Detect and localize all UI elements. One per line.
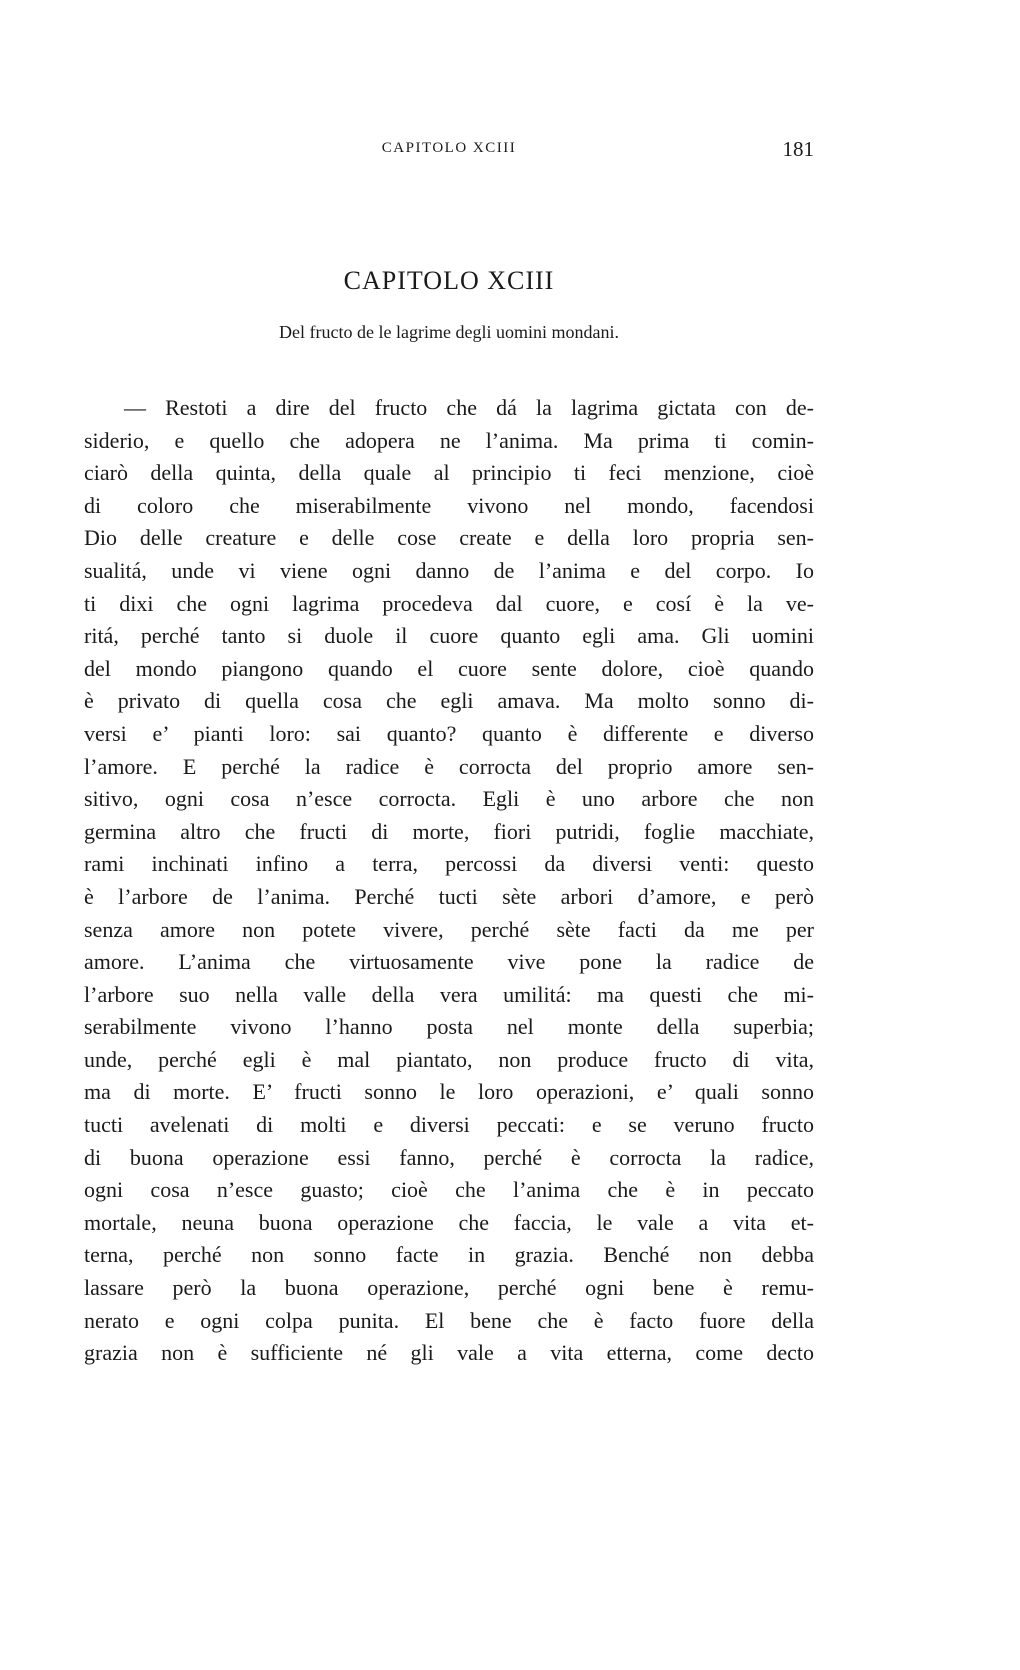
text-line: tucti avelenati di molti e diversi peccati: e se veruno fructo	[84, 1112, 814, 1138]
text-line: lassare però la buona operazione, perché ogni bene è remu-	[84, 1275, 814, 1301]
text-line: di buona operazione essi fanno, perché è corrocta la radice,	[84, 1144, 814, 1170]
text-line: germina altro che fructi di morte, fiori putridi, foglie macchiate,	[84, 818, 814, 844]
text-line: l’arbore suo nella valle della vera umilitá: ma questi che mi-	[84, 981, 814, 1007]
text-line: Dio delle creature e delle cose create e della loro propria sen-	[84, 525, 814, 551]
text-line: — Restoti a dire del fructo che dá la lagrima gictata con de-	[124, 395, 814, 420]
text-line: l’amore. E perché la radice è corrocta del proprio amore sen-	[84, 753, 814, 779]
text-line: nerato e ogni colpa punita. El bene che è facto fuore della	[84, 1307, 814, 1333]
text-line: rami inchinati infino a terra, percossi da diversi venti: questo	[84, 851, 814, 877]
text-line: amore. L’anima che virtuosamente vive pone la radice de	[84, 949, 814, 975]
text-line: sitivo, ogni cosa n’esce corrocta. Egli è uno arbore che non	[84, 786, 814, 812]
text-line: siderio, e quello che adopera ne l’anima. Ma prima ti comin-	[84, 427, 814, 453]
text-line: del mondo piangono quando el cuore sente dolore, cioè quando	[84, 655, 814, 681]
body-text	[84, 392, 814, 1370]
chapter-subtitle: Del fructo de le lagrime degli uomini mondani.	[279, 322, 619, 342]
text-line: mortale, neuna buona operazione che faccia, le vale a vita et-	[84, 1209, 814, 1235]
text-line: di coloro che miserabilmente vivono nel mondo, facendosi	[84, 492, 814, 518]
text-line: versi e’ pianti loro: sai quanto? quanto è differente e diverso	[84, 720, 814, 746]
page-number: 181	[782, 137, 814, 161]
text-line: ciarò della quinta, della quale al principio ti feci menzione, cioè	[84, 460, 814, 486]
text-line: unde, perché egli è mal piantato, non produce fructo di vita,	[84, 1046, 814, 1072]
text-line: grazia non è sufficiente né gli vale a vita etterna, come decto	[84, 1340, 814, 1366]
chapter-title: CAPITOLO XCIII	[343, 266, 555, 295]
text-line: sualitá, unde vi viene ogni danno de l’anima e del corpo. Io	[84, 557, 814, 583]
text-line: serabilmente vivono l’hanno posta nel monte della superbia;	[84, 1014, 814, 1040]
running-title: CAPITOLO XCIII	[381, 140, 517, 156]
text-line: ritá, perché tanto si duole il cuore quanto egli ama. Gli uomini	[84, 623, 814, 649]
text-line: è l’arbore de l’anima. Perché tucti sète arbori d’amore, e però	[84, 883, 814, 909]
text-line: ti dixi che ogni lagrima procedeva dal cuore, e cosí è la ve-	[84, 590, 814, 616]
text-line: ma di morte. E’ fructi sonno le loro operazioni, e’ quali sonno	[84, 1079, 814, 1105]
text-line: ogni cosa n’esce guasto; cioè che l’anima che è in peccato	[84, 1177, 814, 1203]
running-head	[84, 137, 814, 164]
text-line: è privato di quella cosa che egli amava. Ma molto sonno di-	[84, 688, 814, 714]
text-line: senza amore non potete vivere, perché sète facti da me per	[84, 916, 814, 942]
text-line: terna, perché non sonno facte in grazia. Benché non debba	[84, 1242, 814, 1268]
